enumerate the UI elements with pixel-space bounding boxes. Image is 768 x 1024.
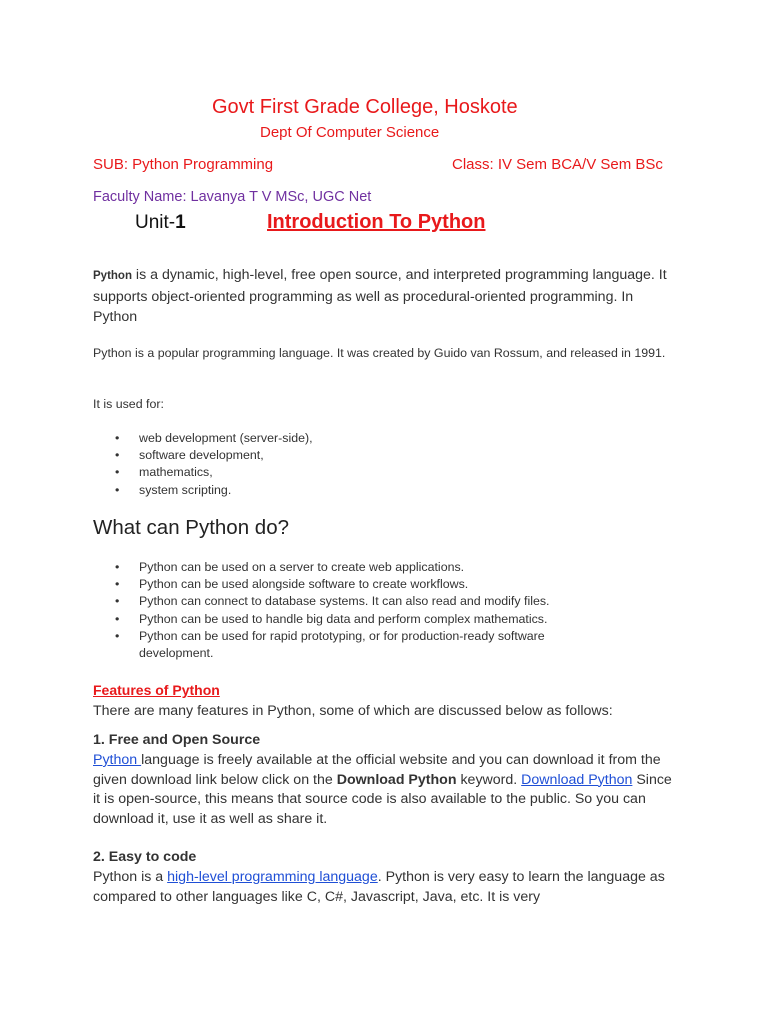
intro-paragraph [93,265,673,328]
unit-label [135,212,186,234]
bullet-icon: • [115,448,120,463]
faculty-name: Faculty Name: Lavanya T V MSc, UGC Net [93,189,372,205]
list-item: • software development, [93,447,313,464]
what-can-list [93,559,613,662]
intro-lead-word: Python [93,270,132,282]
bullet-icon: • [115,594,120,609]
history-paragraph: Python is a popular programming language. It was created by Guido van Rossum, and released in 1991. [93,346,666,360]
unit-prefix: Unit- [135,212,176,233]
list-item: • Python can be used for rapid prototyping, or for production-ready software development. [115,628,545,661]
feature-2-heading: 2. Easy to code [93,849,197,865]
what-can-heading: What can Python do? [93,516,290,539]
features-intro: There are many features in Python, some of which are discussed below as follows: [93,703,613,719]
list-item: • Python can be used on a server to create web applications. [93,559,613,576]
used-for-list [93,430,313,499]
bullet-icon: • [115,560,120,574]
bullet-icon: • [115,577,120,592]
download-python-link[interactable]: Download Python [521,771,633,788]
features-heading: Features of Python [93,682,220,698]
college-name: Govt First Grade College, Hoskote [212,96,518,118]
page-title: Introduction To Python [267,211,486,233]
feature-1-text: Python language is freely available at the official website and you can download it from the given download link below click on the Download Python keyword. Download Python Since it is open-source, this means that source code is also available to the public. So you can download it, use it as well as share it. [93,752,672,827]
bullet-icon: • [115,628,120,643]
bullet-icon: • [115,465,120,480]
list-item: • Python can be used alongside software to create workflows. [93,576,613,593]
list-item: • system scripting. [93,482,313,499]
list-item: • web development (server-side), [93,430,313,447]
department-name: Dept Of Computer Science [260,124,440,141]
class-line: Class: IV Sem BCA/V Sem BSc [452,156,663,173]
subject-line: SUB: Python Programming [93,156,274,173]
unit-number: 1 [175,212,186,233]
list-item: • Python can connect to database systems. It can also read and modify files. [93,593,613,610]
bullet-icon: • [115,482,120,497]
bullet-icon: • [115,431,120,445]
python-link[interactable]: Python [93,752,142,768]
intro-paragraph-text: is a dynamic, high-level, free open source, and interpreted programming language. It supports object-oriented programming as well as procedural-oriented programming. In Python [93,267,667,325]
bullet-icon: • [115,611,120,626]
download-python-keyword: Download Python [336,771,457,788]
list-item: • Python can be used to handle big data and perform complex mathematics. [93,611,613,628]
feature-1-heading: 1. Free and Open Source [93,732,261,748]
used-for-label: It is used for: [93,397,164,411]
feature-2-text: Python is a high-level programming language. Python is very easy to learn the language as compared to other languages like C, C#, Javascript, Java, etc. It is very [93,869,665,905]
list-item: • mathematics, [93,464,313,481]
high-level-language-link[interactable]: high-level programming language [167,869,378,885]
